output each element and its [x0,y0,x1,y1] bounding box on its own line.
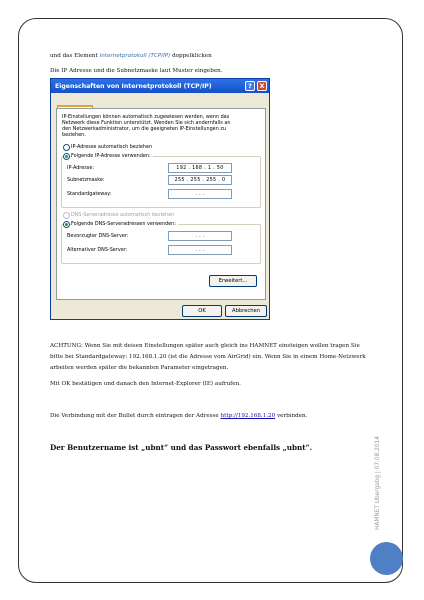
warning-line-1: ACHTUNG: Wenn Sie mit deisen Einstellungen später auch gleich ins HAMNET einsteigen wollen tragen Sie [50,343,360,349]
dialog-titlebar [51,79,269,93]
fixed-ip-label: Folgende IP-Adresse verwenden: [71,153,151,159]
advanced-button[interactable]: Erweitert... [209,275,257,287]
intro-text-a: und das Element [50,53,98,59]
auto-ip-label: IP-Adresse automatisch beziehen [71,144,153,150]
preferred-dns-label: Bevorzugter DNS-Server: [67,233,129,239]
fixed-dns-radio[interactable] [63,221,70,228]
connect-text-a: Die Verbindung mit der Bullet durch eintragen der Adresse [50,413,219,419]
subnet-mask-field[interactable]: 255 . 255 . 255 . 0 [168,175,232,185]
close-icon[interactable]: X [257,81,267,91]
general-panel [56,108,266,300]
dialog-tabs [57,97,93,108]
confirm-instruction: Mit OK bestätigen und danach den Internet-Explorer (IE) aufrufen. [50,381,241,387]
ip-address-field[interactable]: 192 . 168 . 1 . 50 [168,163,232,173]
bullet-address-link[interactable]: http://192.168.1.20 [220,413,276,419]
preferred-dns-field[interactable]: . . . [168,231,232,241]
ip-address-label: IP-Adresse: [67,165,94,171]
gateway-label: Standardgateway: [67,191,112,197]
page-corner-circle [370,542,403,575]
dialog-title: Eigenschaften von Internetprotokoll (TCP/IP) [55,82,212,90]
intro-text-b: doppelklicken [172,53,212,59]
auto-dns-radio[interactable] [63,212,70,219]
intro-emphasis: Internetprotokoll (TCP/IP) [99,53,171,59]
warning-line-2: bitte bei Standardgateway: 192.168.1.20 (ist die Adresse vom AirGrid) ein. Wenn Sie in einem Home-Netzwerk [50,354,366,360]
subnet-mask-label: Subnetzmaske: [67,177,105,183]
cancel-button[interactable]: Abbrechen [225,305,267,317]
credentials-heading: Der Benutzername ist „ubnt“ und das Passwort ebenfalls „ubnt“. [50,443,313,452]
tcpip-properties-dialog [50,78,270,320]
description-line-3: den Netzwerkadministrator, um die geeigneten IP-Einstellungen zu [62,126,227,132]
gateway-field[interactable]: . . . [168,189,232,199]
alternate-dns-field[interactable]: . . . [168,245,232,255]
description-line-2: Netzwerk diese Funktion unterstützt. Wenden Sie sich andernfalls an [62,120,231,126]
connect-instruction [50,412,307,420]
alternate-dns-label: Alternativer DNS-Server: [67,247,128,253]
auto-dns-label: DNS-Serveradresse automatisch beziehen [71,212,175,218]
ip-instruction: Die IP Adresse und die Subnetzmaske laut Muster eingeben. [50,68,223,74]
description-line-4: beziehen. [62,132,86,138]
connect-text-b: verbinden. [276,413,308,419]
footer-vertical-text: HAMNET Ubergabg | 07.08.2014 [375,436,381,530]
ok-button[interactable]: OK [182,305,222,317]
dns-group [61,224,261,264]
fixed-dns-label: Folgende DNS-Serveradressen verwenden: [71,221,176,227]
description-line-1: IP-Einstellungen können automatisch zugewiesen werden, wenn das [62,114,230,120]
help-icon[interactable]: ? [245,81,255,91]
auto-ip-radio[interactable] [63,144,70,151]
intro-line [50,52,212,60]
warning-line-3: arbeiten werden später die bekannten Parameter eingetragen. [50,365,229,371]
fixed-ip-radio[interactable] [63,153,70,160]
